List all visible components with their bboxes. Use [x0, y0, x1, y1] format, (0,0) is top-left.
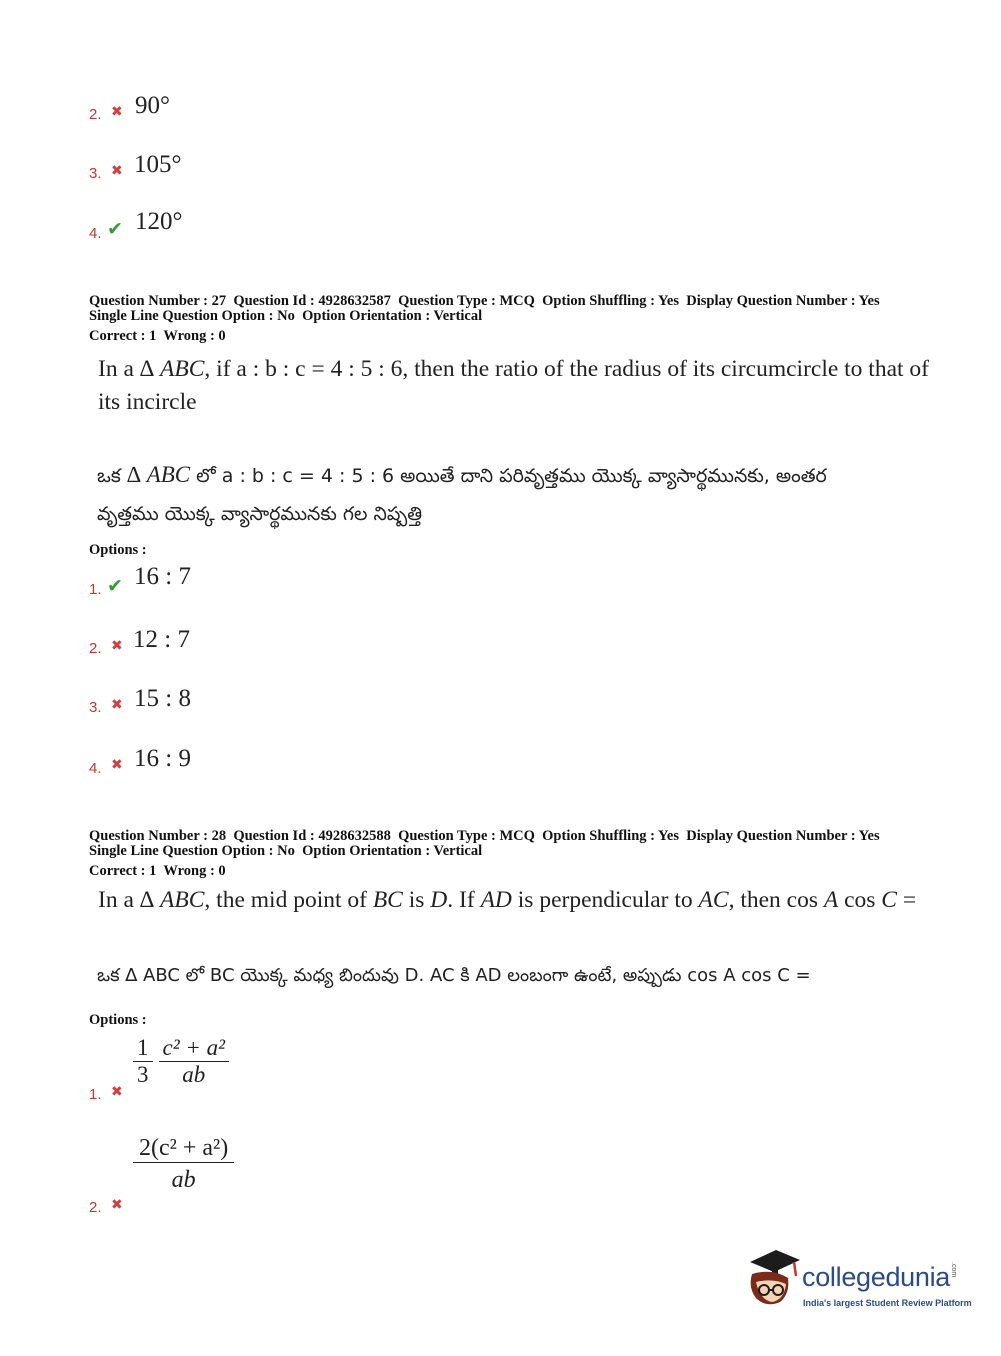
q28-option-2	[89, 1135, 289, 1215]
q27-meta-line3: Correct : 1 Wrong : 0	[89, 328, 226, 344]
q27-options-label: Options :	[89, 542, 147, 558]
wrong-mark-icon: ✖	[111, 757, 123, 773]
fraction-expression	[133, 1135, 234, 1194]
q28-meta-line2: Single Line Question Option : No Option Orientation : Vertical	[89, 843, 483, 859]
wrong-mark-icon: ✖	[111, 1197, 123, 1213]
q27-question-text-line2: its incircle	[98, 389, 197, 415]
option-value: 105°	[134, 151, 182, 178]
q27-meta-line2: Single Line Question Option : No Option Orientation : Vertical	[89, 308, 483, 324]
q28-option-1	[89, 1035, 289, 1110]
q28-question-text: In a ∆ ABC, the mid point of BC is D. If AD is perpendicular to AC, then cos A cos C =	[98, 887, 917, 913]
option-value: 12 : 7	[133, 626, 190, 653]
option-number: 1.	[89, 1086, 102, 1103]
q27-question-text: In a ∆ ABC, if a : b : c = 4 : 5 : 6, then the ratio of the radius of its circumcircle to that of its incircle	[98, 353, 918, 419]
logo-name: collegedunia	[802, 1262, 951, 1292]
main-fraction: $\frac{\text{2(c² + a²)}}{ab}$	[133, 1135, 234, 1194]
option-number: 2.	[89, 640, 102, 657]
q27-meta	[89, 294, 969, 344]
mascot-icon	[742, 1248, 802, 1314]
q27-telugu-text: ఒక ∆ ABC లో a : b : c = 4 : 5 : 6 అయితే దాని పరివృత్తము యొక్క వ్యాసార్థమునకు, అంతర వృత్తము యొక్క వ్యాసార్థమునకు గల నిష్పత్తి	[97, 456, 927, 533]
logo-suffix: .com	[950, 1262, 958, 1278]
logo-wordmark	[802, 1262, 957, 1293]
q28-meta	[89, 829, 969, 879]
option-number: 1.	[89, 581, 102, 598]
correct-check-icon: ✔	[107, 575, 123, 597]
coefficient-fraction: $\frac{1}{3}$	[133, 1035, 153, 1088]
fraction-expression	[133, 1035, 229, 1088]
option-number: 2.	[89, 106, 102, 123]
wrong-mark-icon: ✖	[111, 163, 123, 179]
option-value: 16 : 9	[134, 745, 191, 772]
q28-meta-line3: Correct : 1 Wrong : 0	[89, 863, 226, 879]
option-value: 16 : 7	[134, 563, 191, 590]
q28-meta-line1: Question Number : 28 Question Id : 4928632588 Question Type : MCQ Option Shuffling : Yes Display Question Number : Yes	[89, 828, 880, 844]
collegedunia-logo	[742, 1248, 972, 1314]
q28-options-label: Options :	[89, 1012, 147, 1028]
option-value: 90°	[135, 92, 170, 119]
wrong-mark-icon: ✖	[111, 104, 123, 120]
q27-meta-line1: Question Number : 27 Question Id : 4928632587 Question Type : MCQ Option Shuffling : Yes Display Question Number : Yes	[89, 293, 880, 309]
option-value: 15 : 8	[134, 685, 191, 712]
option-number: 2.	[89, 1199, 102, 1216]
wrong-mark-icon: ✖	[111, 638, 123, 654]
option-number: 3.	[89, 165, 102, 182]
option-number: 4.	[89, 225, 102, 242]
logo-tagline: India's largest Student Review Platform	[803, 1298, 972, 1308]
option-number: 4.	[89, 760, 102, 777]
q27-telugu-line2: వృత్తము యొక్క వ్యాసార్థమునకు గల నిష్పత్తి	[97, 503, 423, 525]
main-fraction: $\frac{\text{c² + a²}}{ab}$	[159, 1035, 230, 1088]
wrong-mark-icon: ✖	[111, 697, 123, 713]
q28-telugu-text: ఒక ∆ ABC లో BC యొక్క మధ్య బిందువు D. AC కి AD లంబంగా ఉంటే, అప్పుడు cos A cos C =	[97, 965, 811, 986]
wrong-mark-icon: ✖	[111, 1084, 123, 1100]
correct-check-icon: ✔	[107, 218, 123, 240]
option-value: 120°	[135, 208, 183, 235]
option-number: 3.	[89, 699, 102, 716]
